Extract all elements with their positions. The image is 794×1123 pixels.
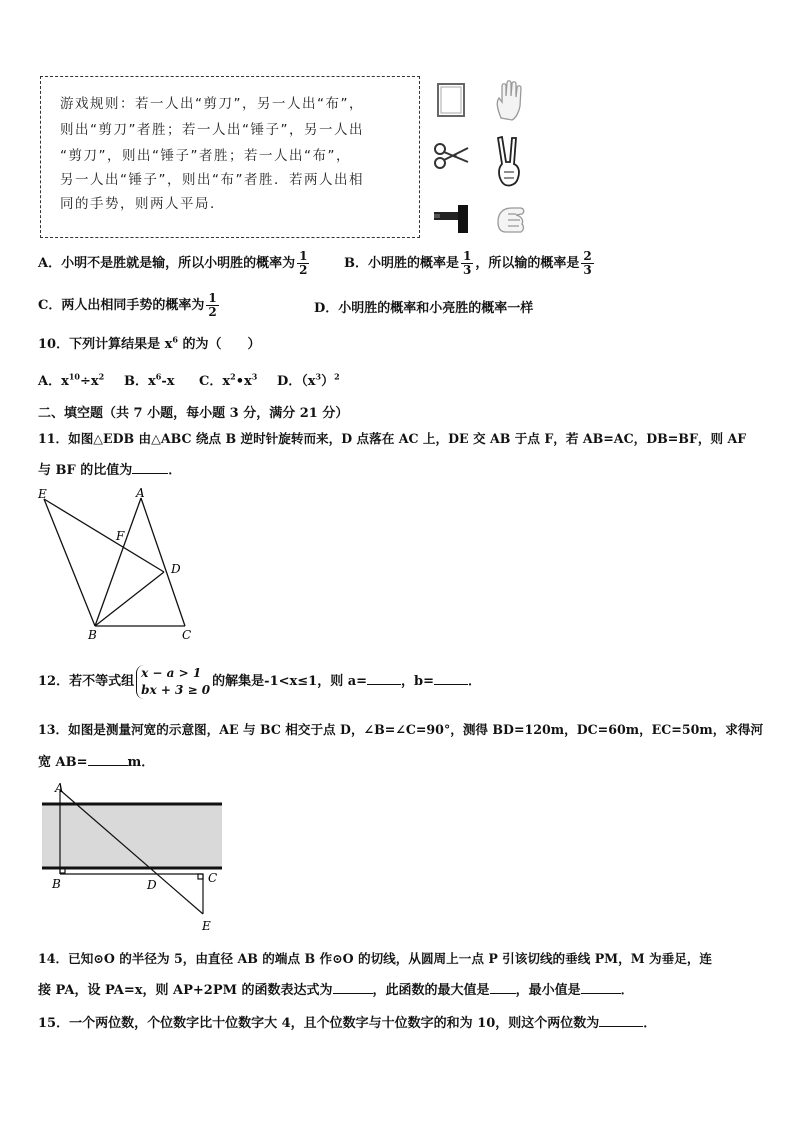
q12-text: 12．若不等式组 [38,674,135,689]
q10-d-paren: ） [321,374,335,389]
q9-option-a-text: A．小明不是胜就是输，所以小明胜的概率为 [38,256,296,271]
q14-line-2-mid: ，此函数的最大值是 [372,983,490,998]
q10-a-exp2: 2 [98,371,105,382]
q10-c-op: •x [235,374,252,389]
q9-option-c [38,292,221,319]
label-B: B [52,877,61,891]
q10-stem-text: 10．下列计算结果是 x [38,337,173,352]
frac-den: 2 [299,263,308,277]
q15-end: ． [643,1016,657,1031]
scissors-icon [432,140,472,172]
q12-inequality-2: bx + 3 ≥ 0 [141,682,211,697]
q14-line-2-text: 接 PA，设 PA=x，则 AP+2PM 的函数表达式为 [38,983,333,998]
q15-answer-blank[interactable] [599,1014,643,1027]
q15-text: 15．一个两位数，个位数字比十位数字大 4，且个位数字与十位数字的和为 10，则这个两位数为 [38,1016,600,1031]
q9-option-b-fraction-2 [581,250,593,277]
q10-stem-end: 的为（ ） [177,337,261,352]
q13-line-2-text: 宽 AB= [38,755,88,770]
q12-mid-text: 的解集是-1<x≤1，则 a= [212,674,368,689]
q10-stem-exponent: 6 [172,334,178,345]
label-B: B [88,628,97,642]
q14-line-2-end: ． [620,983,634,998]
q9-option-b-text: B．小明胜的概率是 [344,256,459,271]
label-D: D [147,878,157,892]
frac-den: 3 [583,263,592,277]
q12-a-blank[interactable] [367,672,401,685]
q11-answer-blank[interactable] [132,461,168,474]
river-band [42,804,222,868]
frac-den: 3 [463,263,472,277]
q10-stem [38,333,260,352]
q9-option-c-text: C．两人出相同手势的概率为 [38,298,205,313]
frac-den: 2 [208,305,217,319]
q14-line-2-mid-2: ，最小值是 [515,983,581,998]
q10-c-base: C．x [199,374,231,389]
q10-c-exp2: 3 [251,371,258,382]
label-A: A [55,781,64,795]
q13-answer-blank[interactable] [88,753,128,766]
q10-c-exp1: 2 [230,371,236,382]
q13-line-2-end: m． [127,755,155,770]
q13-line-2 [38,751,154,770]
q12-end: ． [468,674,482,689]
q15-line [38,1012,656,1031]
q10-d-base: D．（x [277,374,316,389]
q12-line [38,662,481,702]
hand-open-icon [492,78,528,122]
q11-line-1: 11．如图△EDB 由△ABC 绕点 B 逆时针旋转而来，D 点落在 AC 上，DE 交 AB 于点 F，若 AB=AC，DB=BF，则 AF [38,431,747,446]
q9-option-a [38,250,311,277]
frac-num: 1 [208,291,217,305]
q14-min-blank[interactable] [581,981,621,994]
q12-inequality-system [136,665,210,699]
q10-option-b [124,370,174,389]
q14-line-1: 14．已知⊙O 的半径为 5，由直径 AB 的端点 B 作⊙O 的切线，从圆周上一点 P 引该切线的垂线 PM，M 为垂足，连 [38,951,713,966]
q11-line-2-text: 与 BF 的比值为 [38,463,133,478]
frac-num: 2 [583,249,592,263]
section-2-title: 二、填空题（共 7 小题，每小题 3 分，满分 21 分） [38,406,349,421]
rules-line-2: 则出“剪刀”者胜；若一人出“锤子”，另一人出 [60,122,364,138]
v-sign-icon [494,134,524,190]
q9-option-b-mid-text: ，所以输的概率是 [475,256,580,271]
q10-d-exp2: 2 [334,371,340,382]
q10-d-exp1: 3 [315,371,322,382]
q13-figure [38,778,228,934]
label-E: E [202,919,211,933]
q10-b-base: B．x [124,374,156,389]
label-C: C [208,871,218,885]
q10-option-a [38,370,104,389]
q9-option-a-fraction [297,250,309,277]
rules-line-4: 另一人出“锤子”，则出“布”者胜．若两人出相 [60,172,364,188]
q11-figure [30,484,200,644]
q9-option-d: D．小明胜的概率和小亮胜的概率一样 [314,301,534,316]
q10-b-exp: 6 [155,371,162,382]
rules-line-1: 游戏规则：若一人出“剪刀”，另一人出“布”， [60,96,364,112]
frac-num: 1 [463,249,472,263]
q10-option-d [277,370,340,389]
fist-icon [494,204,528,236]
q10-b-op: -x [161,374,175,389]
label-C: C [182,628,192,642]
q14-line-2 [38,979,634,998]
q14-max-blank[interactable] [490,981,516,994]
q10-a-base: A．x [38,374,69,389]
label-D: D [171,562,181,576]
rules-line-3: “剪刀”，则出“锤子”者胜；若一人出“布”， [60,148,351,164]
rules-line-5: 同的手势，则两人平局． [60,196,225,212]
label-E: E [38,487,47,501]
frac-num: 1 [299,249,308,263]
q9-option-c-fraction [206,292,218,319]
q12-mid-text-2: ，b= [401,674,435,689]
q10-a-op: ÷x [79,374,99,389]
q11-line-2 [38,459,181,478]
q9-option-b [344,250,596,277]
label-F: F [116,529,125,543]
q9-option-b-fraction-1 [461,250,473,277]
q10-option-c [199,370,257,389]
paper-icon [434,80,470,122]
q13-line-1: 13．如图是测量河宽的示意图，AE 与 BC 相交于点 D，∠B=∠C=90°，测得 BD=120m，DC=60m，EC=50m，求得河 [38,722,764,737]
label-A: A [136,486,145,500]
q11-line-2-end: ． [168,463,182,478]
hammer-icon [430,202,472,236]
q12-b-blank[interactable] [434,672,468,685]
q10-a-exp1: 10 [68,371,80,382]
q14-function-blank[interactable] [333,981,373,994]
q12-inequality-1: x − a > 1 [141,665,202,680]
